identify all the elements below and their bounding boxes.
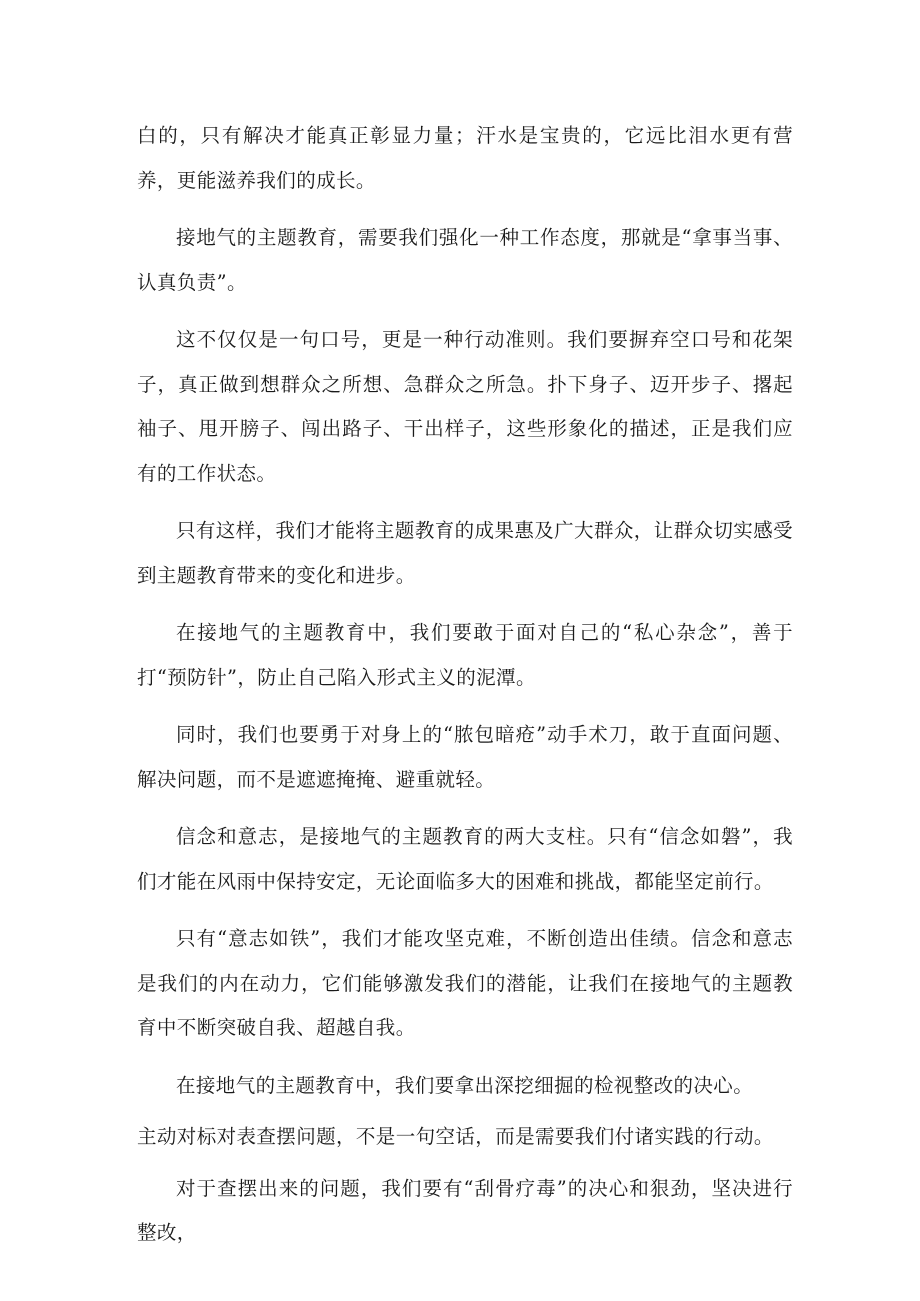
paragraph-5: 在接地气的主题教育中，我们要敢于面对自己的“私心杂念”，善于打“预防针”，防止自己陷入形式主义的泥潭。 — [137, 621, 793, 689]
paragraph-3: 这不仅仅是一句口号，更是一种行动准则。我们要摒弃空口号和花架子，真正做到想群众之所想、急群众之所急。扑下身子、迈开步子、撂起袖子、甩开膀子、闯出路子、干出样子，这些形象化的描述，正是我们应有的工作状态。 — [137, 328, 793, 485]
paragraph-11: 对于查摆出来的问题，我们要有“刮骨疗毒”的决心和狠劲，坚决进行整改， — [137, 1176, 793, 1244]
paragraph-10: 主动对标对表查摆问题，不是一句空话，而是需要我们付诸实践的行动。 — [137, 1125, 774, 1148]
paragraph-4: 只有这样，我们才能将主题教育的成果惠及广大群众，让群众切实感受到主题教育带来的变化和进步。 — [137, 519, 793, 587]
paragraph-6: 同时，我们也要勇于对身上的“脓包暗疮”动手术刀，敢于直面问题、解决问题，而不是遮遮掩掩、避重就轻。 — [137, 723, 793, 791]
paragraph-9: 在接地气的主题教育中，我们要拿出深挖细掘的检视整改的决心。 — [176, 1073, 754, 1097]
paragraph-1: 白的，只有解决才能真正彰显力量；汗水是宝贵的，它远比泪水更有营养，更能滋养我们的成长。 — [137, 124, 793, 192]
paragraph-7: 信念和意志，是接地气的主题教育的两大支柱。只有“信念如磐”，我们才能在风雨中保持安定，无论面临多大的困难和挑战，都能坚定前行。 — [137, 825, 793, 893]
document-body — [137, 114, 793, 1269]
paragraph-8: 只有“意志如铁”，我们才能攻坚克难，不断创造出佳绩。信念和意志是我们的内在动力，它们能够激发我们的潜能，让我们在接地气的主题教育中不断突破自我、超越自我。 — [137, 927, 793, 1039]
paragraph-2: 接地气的主题教育，需要我们强化一种工作态度，那就是“拿事当事、认真负责”。 — [137, 226, 793, 294]
